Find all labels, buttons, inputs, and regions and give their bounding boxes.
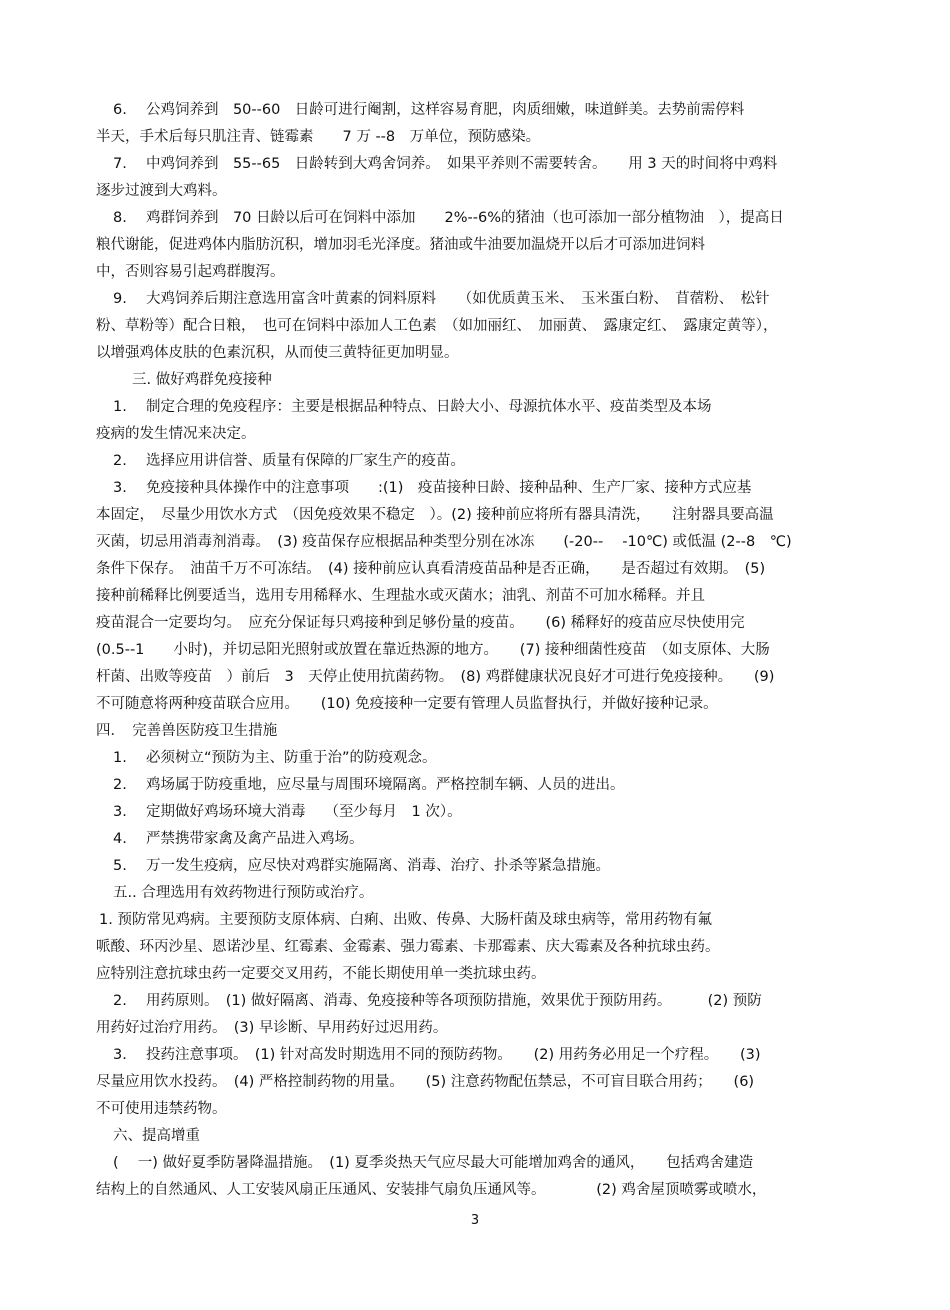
text-line: 哌酸、环丙沙星、恩诺沙星、红霉素、金霉素、强力霉素、卡那霉素、庆大霉素及各种抗球虫药。 <box>96 939 720 955</box>
text-line: 粉、草粉等）配合日粮， 也可在饲料中添加人工色素 （如加丽红、 加丽黄、 露康定红、 露康定黄等）， <box>96 318 778 334</box>
text-line: 条件下保存。 油苗千万不可冻结。 (4) 接种前应认真看清疫苗品种是否正确， 是否超过有效期。 (5) <box>96 561 766 577</box>
section-heading: 五.. 合理选用有效药物进行预防或治疗。 <box>113 885 374 901</box>
text-line: 疫病的发生情况来决定。 <box>96 426 256 442</box>
text-line: 本固定， 尽量少用饮水方式 （因免疫效果不稳定 ）。(2) 接种前应将所有器具清洗， 注射器具要高温 <box>96 507 774 523</box>
text-line: 以增强鸡体皮肤的色素沉积，从而使三黄特征更加明显。 <box>96 345 459 361</box>
text-line: 1. 必须树立“预防为主、防重于治”的防疫观念。 <box>113 750 437 766</box>
text-line: 3. 免疫接种具体操作中的注意事项 :(1) 疫苗接种日龄、接种品种、生产厂家、接种方式应基 <box>113 480 752 496</box>
text-line: 灭菌，切忌用消毒剂消毒。 (3) 疫苗保存应根据品种类型分别在冰冻 (-20-- -10℃) 或低温 (2--8 ℃) <box>96 534 792 550</box>
text-line: 应特别注意抗球虫药一定要交叉用药，不能长期使用单一类抗球虫药。 <box>96 966 546 982</box>
text-line: 4. 严禁携带家禽及禽产品进入鸡场。 <box>113 831 364 847</box>
section-heading: 六、提高增重 <box>113 1128 200 1144</box>
text-line: 接种前稀释比例要适当，选用专用稀释水、生理盐水或灭菌水；油乳、剂苗不可加水稀释。并且 <box>96 588 705 604</box>
text-line: 尽量应用饮水投药。 (4) 严格控制药物的用量。 (5) 注意药物配伍禁忌，不可盲目联合用药； (6) <box>96 1074 755 1090</box>
text-line: 5. 万一发生疫病，应尽快对鸡群实施隔离、消毒、治疗、扑杀等紧急措施。 <box>113 858 610 874</box>
text-line: 不可随意将两种疫苗联合应用。 (10) 免疫接种一定要有管理人员监督执行，并做好接种记录。 <box>96 696 718 712</box>
text-line: 3. 投药注意事项。 (1) 针对高发时期选用不同的预防药物。 (2) 用药务必用足一个疗程。 (3) <box>113 1047 761 1063</box>
page-number: 3 <box>470 1213 480 1228</box>
text-line: 粮代谢能，促进鸡体内脂肪沉积，增加羽毛光泽度。猪油或牛油要加温烧开以后才可添加进饲料 <box>96 237 705 253</box>
text-line: 2. 用药原则。 (1) 做好隔离、消毒、免疫接种等各项预防措施，效果优于预防用药。 (2) 预防 <box>113 993 762 1009</box>
section-heading: 四． 完善兽医防疫卫生措施 <box>96 723 278 739</box>
text-line: 8. 鸡群饲养到 70 日龄以后可在饲料中添加 2%--6%的猪油（也可添加一部分植物油 ），提高日 <box>113 210 784 226</box>
text-line: 不可使用违禁药物。 <box>96 1101 227 1117</box>
text-line: 疫苗混合一定要均匀。 应充分保证每只鸡接种到足够份量的疫苗。 (6) 稀释好的疫苗应尽快使用完 <box>96 615 745 631</box>
section-heading: 三. 做好鸡群免疫接种 <box>132 372 272 388</box>
text-line: 1. 制定合理的免疫程序：主要是根据品种特点、日龄大小、母源抗体水平、疫苗类型及本场 <box>113 399 712 415</box>
text-line: 1. 预防常见鸡病。主要预防支原体病、白痢、出败、传鼻、大肠杆菌及球虫病等，常用药物有氟 <box>99 912 712 928</box>
text-line: 结构上的自然通风、人工安装风扇正压通风、安装排气扇负压通风等。 (2) 鸡舍屋顶喷雾或喷水， <box>96 1182 767 1198</box>
text-line: (0.5--1 小时)，并切忌阳光照射或放置在靠近热源的地方。 (7) 接种细菌性疫苗 （如支原体、大肠 <box>96 642 770 658</box>
text-line: 3. 定期做好鸡场环境大消毒 （至少每月 1 次）。 <box>113 804 462 820</box>
text-line: 6. 公鸡饲养到 50--60 日龄可进行阉割，这样容易育肥，肉质细嫩，味道鲜美。去势前需停料 <box>113 102 745 118</box>
text-line: 2. 鸡场属于防疫重地，应尽量与周围环境隔离。严格控制车辆、人员的进出。 <box>113 777 625 793</box>
text-line: 7. 中鸡饲养到 55--65 日龄转到大鸡舍饲养。 如果平养则不需要转舍。 用 3 天的时间将中鸡料 <box>113 156 778 172</box>
text-line: 半天，手术后每只肌注青、链霉素 7 万 --8 万单位，预防感染。 <box>96 129 541 145</box>
text-line: 9. 大鸡饲养后期注意选用富含叶黄素的饲料原料 （如优质黄玉米、 玉米蛋白粉、 苜蓿粉、 松针 <box>113 291 770 307</box>
text-line: 杆菌、出败等疫苗 ）前后 3 天停止使用抗菌药物。 (8) 鸡群健康状况良好才可进行免疫接种。 (9) <box>96 669 775 685</box>
text-line: 逐步过渡到大鸡料。 <box>96 183 227 199</box>
text-line: 2. 选择应用讲信誉、质量有保障的厂家生产的疫苗。 <box>113 453 465 469</box>
text-line: ( 一) 做好夏季防暑降温措施。 (1) 夏季炎热天气应尽最大可能增加鸡舍的通风， 包括鸡舍建造 <box>113 1155 754 1171</box>
text-line: 中，否则容易引起鸡群腹泻。 <box>96 264 285 280</box>
text-line: 用药好过治疗用药。 (3) 早诊断、早用药好过迟用药。 <box>96 1020 448 1036</box>
